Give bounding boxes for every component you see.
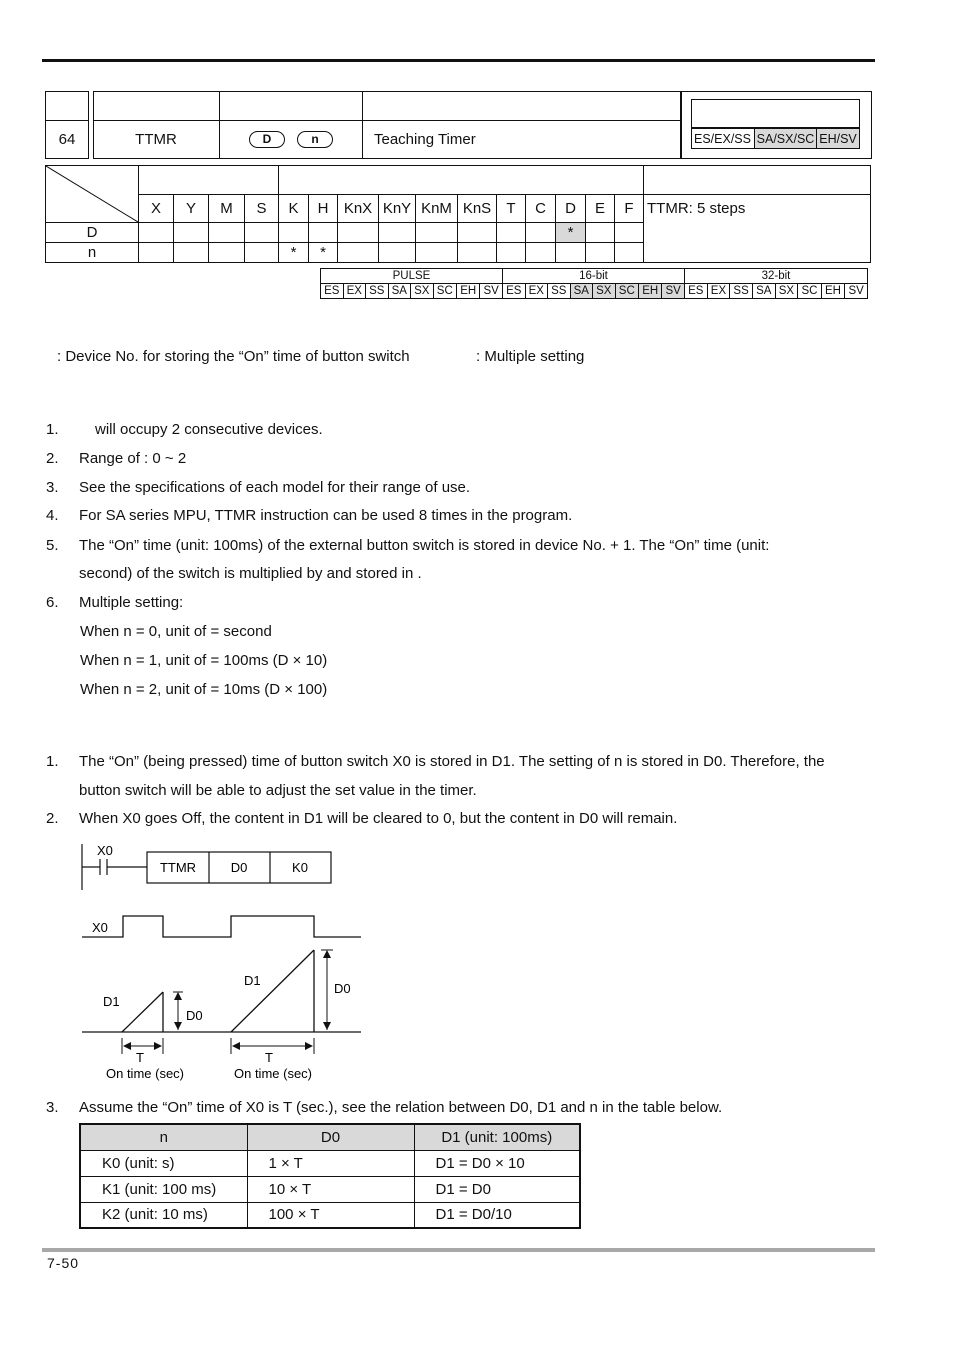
api-number: 64 (58, 131, 76, 148)
col-m: M (209, 195, 245, 223)
col-kny: KnY (379, 195, 416, 223)
timing-d1-label-2: D1 (244, 973, 261, 988)
program-2: When X0 goes Off, the content in D1 will be cleared to 0, but the content in D0 will remain. (79, 810, 678, 827)
explanation-6: Multiple setting: (79, 594, 184, 611)
operand-table (45, 165, 871, 263)
operand-d-desc: : Device No. for storing the “On” time of button switch (57, 348, 410, 365)
top-rule (42, 59, 875, 62)
col-k: K (279, 195, 309, 223)
note-3: Assume the “On” time of X0 is T (sec.), see the relation between D0, D1 and n in the table below. (79, 1099, 723, 1116)
controller-sa: SA/SX/SC (754, 129, 816, 148)
timing-t-label-1: T (136, 1050, 144, 1065)
explanation-1: will occupy 2 consecutive devices. (95, 421, 323, 438)
col-x: X (139, 195, 174, 223)
col-d: D (556, 195, 586, 223)
ladder-contact-label: X0 (97, 843, 113, 858)
program-1: The “On” (being pressed) time of button switch X0 is stored in D1. The setting of n is stored in D0. Therefore, the (79, 753, 825, 770)
explanation-5: The “On” time (unit: 100ms) of the external button switch is stored in device No. + 1. The “On” time (unit: (79, 537, 770, 554)
steps-cell: TTMR: 5 steps (644, 195, 871, 263)
timing-on-time-2: On time (sec) (233, 1066, 313, 1081)
col-t: T (497, 195, 526, 223)
multiple-n1: When n = 1, unit of = 100ms (D × 10) (80, 652, 328, 669)
multiple-n0: When n = 0, unit of = second (80, 623, 272, 640)
col-s: S (245, 195, 279, 223)
col-c: C (526, 195, 556, 223)
rel-header-d0: D0 (247, 1124, 414, 1150)
relation-table (79, 1123, 581, 1229)
function-name: Teaching Timer (374, 131, 476, 148)
diagonal-line (46, 166, 138, 222)
row-label-n: n (46, 243, 139, 263)
timing-d1-label-1: D1 (103, 994, 120, 1009)
explanation-4: For SA series MPU, TTMR instruction can be used 8 times in the program. (79, 507, 573, 524)
mnemonic: TTMR (135, 131, 177, 148)
ladder-instr: TTMR (159, 860, 197, 875)
operand-n-badge: n (297, 131, 333, 148)
col-f: F (615, 195, 644, 223)
timing-diagram (78, 908, 368, 1088)
explanation-5-cont: second) of the switch is multiplied by and stored in . (79, 565, 422, 582)
group-pulse: PULSE (321, 269, 503, 284)
timing-t-label-2: T (265, 1050, 273, 1065)
rel-header-d1: D1 (unit: 100ms) (414, 1124, 580, 1150)
timing-d0-label-1: D0 (186, 1008, 203, 1023)
operand-d-badge: D (249, 131, 285, 148)
table-row: K1 (unit: 100 ms) 10 × T D1 = D0 (80, 1176, 580, 1202)
col-knm: KnM (416, 195, 458, 223)
operand-n-desc: : Multiple setting (476, 348, 585, 365)
row-label-d: D (46, 223, 139, 243)
table-row: K0 (unit: s) 1 × T D1 = D0 × 10 (80, 1150, 580, 1176)
col-e: E (586, 195, 615, 223)
multiple-n2: When n = 2, unit of = 10ms (D × 100) (80, 681, 328, 698)
col-knx: KnX (338, 195, 379, 223)
controller-eh: EH/SV (816, 129, 859, 148)
timing-on-time-1: On time (sec) (105, 1066, 185, 1081)
mark-n-h: * (309, 243, 338, 263)
program-1-cont: button switch will be able to adjust the set value in the timer. (79, 782, 477, 799)
group-32bit: 32-bit (685, 269, 868, 284)
mark-d-d: * (556, 223, 586, 243)
col-y: Y (174, 195, 209, 223)
col-kns: KnS (458, 195, 497, 223)
timing-x0-label: X0 (92, 920, 108, 935)
table-row: K2 (unit: 10 ms) 100 × T D1 = D0/10 (80, 1202, 580, 1228)
ladder-op2: K0 (292, 860, 308, 875)
mark-n-k: * (279, 243, 309, 263)
explanation-2: Range of : 0 ~ 2 (79, 450, 187, 467)
diagonal-cell (46, 166, 139, 223)
page-number: 7-50 (47, 1255, 80, 1271)
group-16bit: 16-bit (503, 269, 685, 284)
timing-d0-label-2: D0 (334, 981, 351, 996)
ladder-op1: D0 (230, 860, 248, 875)
col-h: H (309, 195, 338, 223)
controller-es: ES/EX/SS (694, 131, 751, 146)
compat-table: PULSE 16-bit 32-bit ES EX SS SA SX SC EH SV ES EX SS SA SX SC EH SV ES EX SS SA SX SC EH SV (320, 268, 868, 299)
rel-header-n: n (80, 1124, 247, 1150)
explanation-3: See the specifications of each model for their range of use. (79, 479, 471, 496)
bottom-rule (42, 1248, 875, 1252)
ladder-diagram (78, 840, 338, 892)
